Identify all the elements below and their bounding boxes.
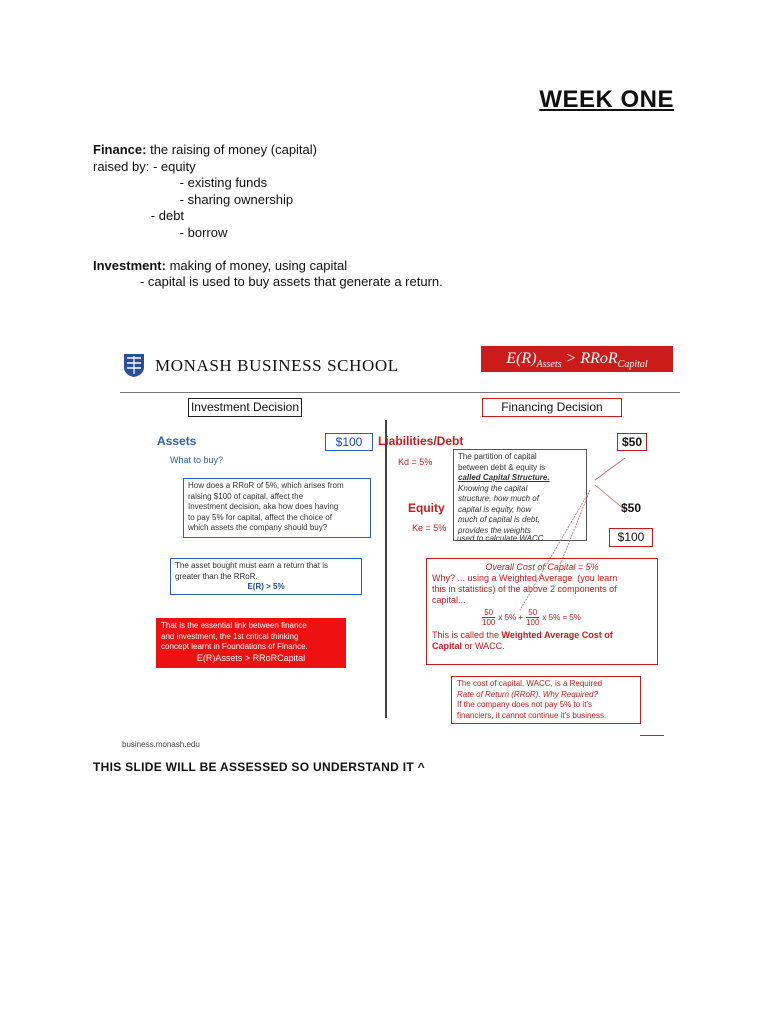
- kd-rate: Kd = 5%: [398, 457, 433, 467]
- wacc-box: [426, 558, 658, 665]
- formula-lhs-sub: Assets: [536, 359, 562, 371]
- link-box: [156, 618, 346, 668]
- assets-value: $100: [325, 433, 373, 451]
- fraction: [482, 608, 495, 627]
- wacc-line: Why? ... using a Weighted Average (you learn: [432, 573, 618, 583]
- cost-line: Rate of Return (RRoR). Why Required?: [457, 689, 598, 699]
- notes-line: - debt: [93, 208, 185, 223]
- partition-line: used to calculate WACC: [457, 534, 544, 543]
- total-value: $100: [609, 528, 653, 547]
- partition-line: called Capital Structure.: [458, 473, 550, 482]
- link-formula: E(R)Assets > RRoRCapital: [196, 652, 306, 663]
- notes-spacer: [93, 241, 443, 258]
- finance-line: [93, 142, 443, 159]
- fraction-den: 100: [482, 618, 496, 627]
- wacc-line: this in statistics) of the above 2 components of: [432, 584, 617, 594]
- what-to-buy: What to buy?: [170, 455, 224, 465]
- page-title: WEEK ONE: [539, 86, 674, 113]
- capital-structure-box: [453, 449, 587, 541]
- calc-mid: x 5% +: [498, 613, 524, 622]
- finance-label: Finance:: [93, 142, 147, 157]
- finance-text: the raising of money (capital): [146, 142, 317, 157]
- formula-rhs: RRoR: [580, 350, 618, 367]
- called-post: or WACC.: [462, 641, 505, 651]
- formula-banner: [481, 346, 673, 372]
- formula-rhs-sub: Capital: [617, 359, 648, 371]
- wacc-line: capital...: [432, 595, 466, 605]
- fraction-den: 100: [526, 618, 540, 627]
- fraction-num: 50: [526, 608, 539, 618]
- slide-image: [120, 340, 680, 749]
- wacc-calc: [482, 608, 652, 627]
- question-line: to pay 5% for capital, affect the choice of: [188, 512, 332, 522]
- notes-line: - borrow: [93, 224, 228, 240]
- divider: [385, 420, 387, 718]
- footer-note: THIS SLIDE WILL BE ASSESSED SO UNDERSTAND IT ^: [93, 760, 425, 774]
- partition-line: between debt & equity is: [458, 462, 546, 472]
- arrow-line: [595, 458, 625, 480]
- wacc-heading: Overall Cost of Capital = 5%: [485, 562, 599, 572]
- question-box: [183, 478, 371, 538]
- wacc-called: [432, 630, 652, 652]
- equity-value: $50: [620, 501, 642, 515]
- formula-op: >: [561, 350, 581, 367]
- notes: [93, 142, 443, 291]
- investment-label: Investment:: [93, 257, 166, 273]
- fraction-num: 50: [482, 608, 495, 618]
- asset-return-line: greater than the RRoR.: [175, 571, 258, 581]
- asset-return-line: The asset bought must earn a return that is: [175, 561, 328, 570]
- question-line: Investment decision, aka how does having: [188, 502, 339, 511]
- partition-line: The partition of capital: [458, 452, 537, 461]
- called-bold: Weighted Average Cost of: [501, 630, 613, 640]
- cost-line: The cost of capital, WACC, is a Required: [457, 679, 603, 688]
- asset-return-formula: E(R) > 5%: [247, 582, 285, 591]
- fraction: [526, 608, 539, 627]
- liabilities-label: Liabilities/Debt: [378, 434, 464, 448]
- ke-rate: Ke = 5%: [412, 523, 447, 533]
- divider: [640, 735, 664, 736]
- partition-line: structure, how much of: [458, 494, 539, 503]
- asset-return-box: [170, 558, 362, 595]
- cost-line: If the company does not pay 5% to it's: [457, 700, 592, 709]
- investment-decision-box: Investment Decision: [188, 398, 302, 417]
- question-line: raising $100 of capital, affect the: [188, 491, 304, 501]
- debt-value: $50: [617, 433, 647, 451]
- link-line: That is the essential link between finance: [161, 621, 307, 630]
- cost-of-capital-box: [451, 676, 641, 724]
- financing-decision-box: Financing Decision: [482, 398, 622, 417]
- partition-line: provides the weights: [458, 525, 531, 535]
- divider: [120, 392, 680, 393]
- question-line: How does a RRoR of 5%, which arises from: [188, 481, 344, 490]
- link-line: concept learnt in Foundations of Finance.: [161, 642, 308, 651]
- equity-label: Equity: [408, 501, 445, 515]
- called-pre: This is called the: [432, 630, 502, 640]
- notes-line: - existing funds: [93, 175, 268, 190]
- partition-line: Knowing the capital: [458, 483, 528, 493]
- investment-line: [93, 258, 443, 275]
- investment-text: making of money, using capital: [165, 257, 348, 273]
- slide-url: business.monash.edu: [122, 740, 200, 749]
- formula-lhs: E(R): [506, 350, 537, 367]
- notes-line: raised by: - equity: [93, 158, 196, 174]
- link-line: and investment, the 1st critical thinking: [161, 631, 299, 641]
- monash-crest-icon: [123, 353, 145, 378]
- calc-end: x 5% = 5%: [542, 613, 581, 622]
- called-bold2: Capital: [432, 641, 463, 651]
- notes-line: - sharing ownership: [93, 191, 294, 207]
- assets-label: Assets: [157, 434, 197, 448]
- notes-line: - capital is used to buy assets that generate a return.: [93, 274, 443, 289]
- partition-line: capital is equity, how: [458, 504, 532, 514]
- question-line: which assets the company should buy?: [188, 523, 328, 532]
- brand-name: MONASH BUSINESS SCHOOL: [155, 356, 399, 375]
- cost-line: financiers, it cannot continue it's business.: [457, 710, 607, 720]
- partition-line: much of capital is debt,: [458, 515, 540, 524]
